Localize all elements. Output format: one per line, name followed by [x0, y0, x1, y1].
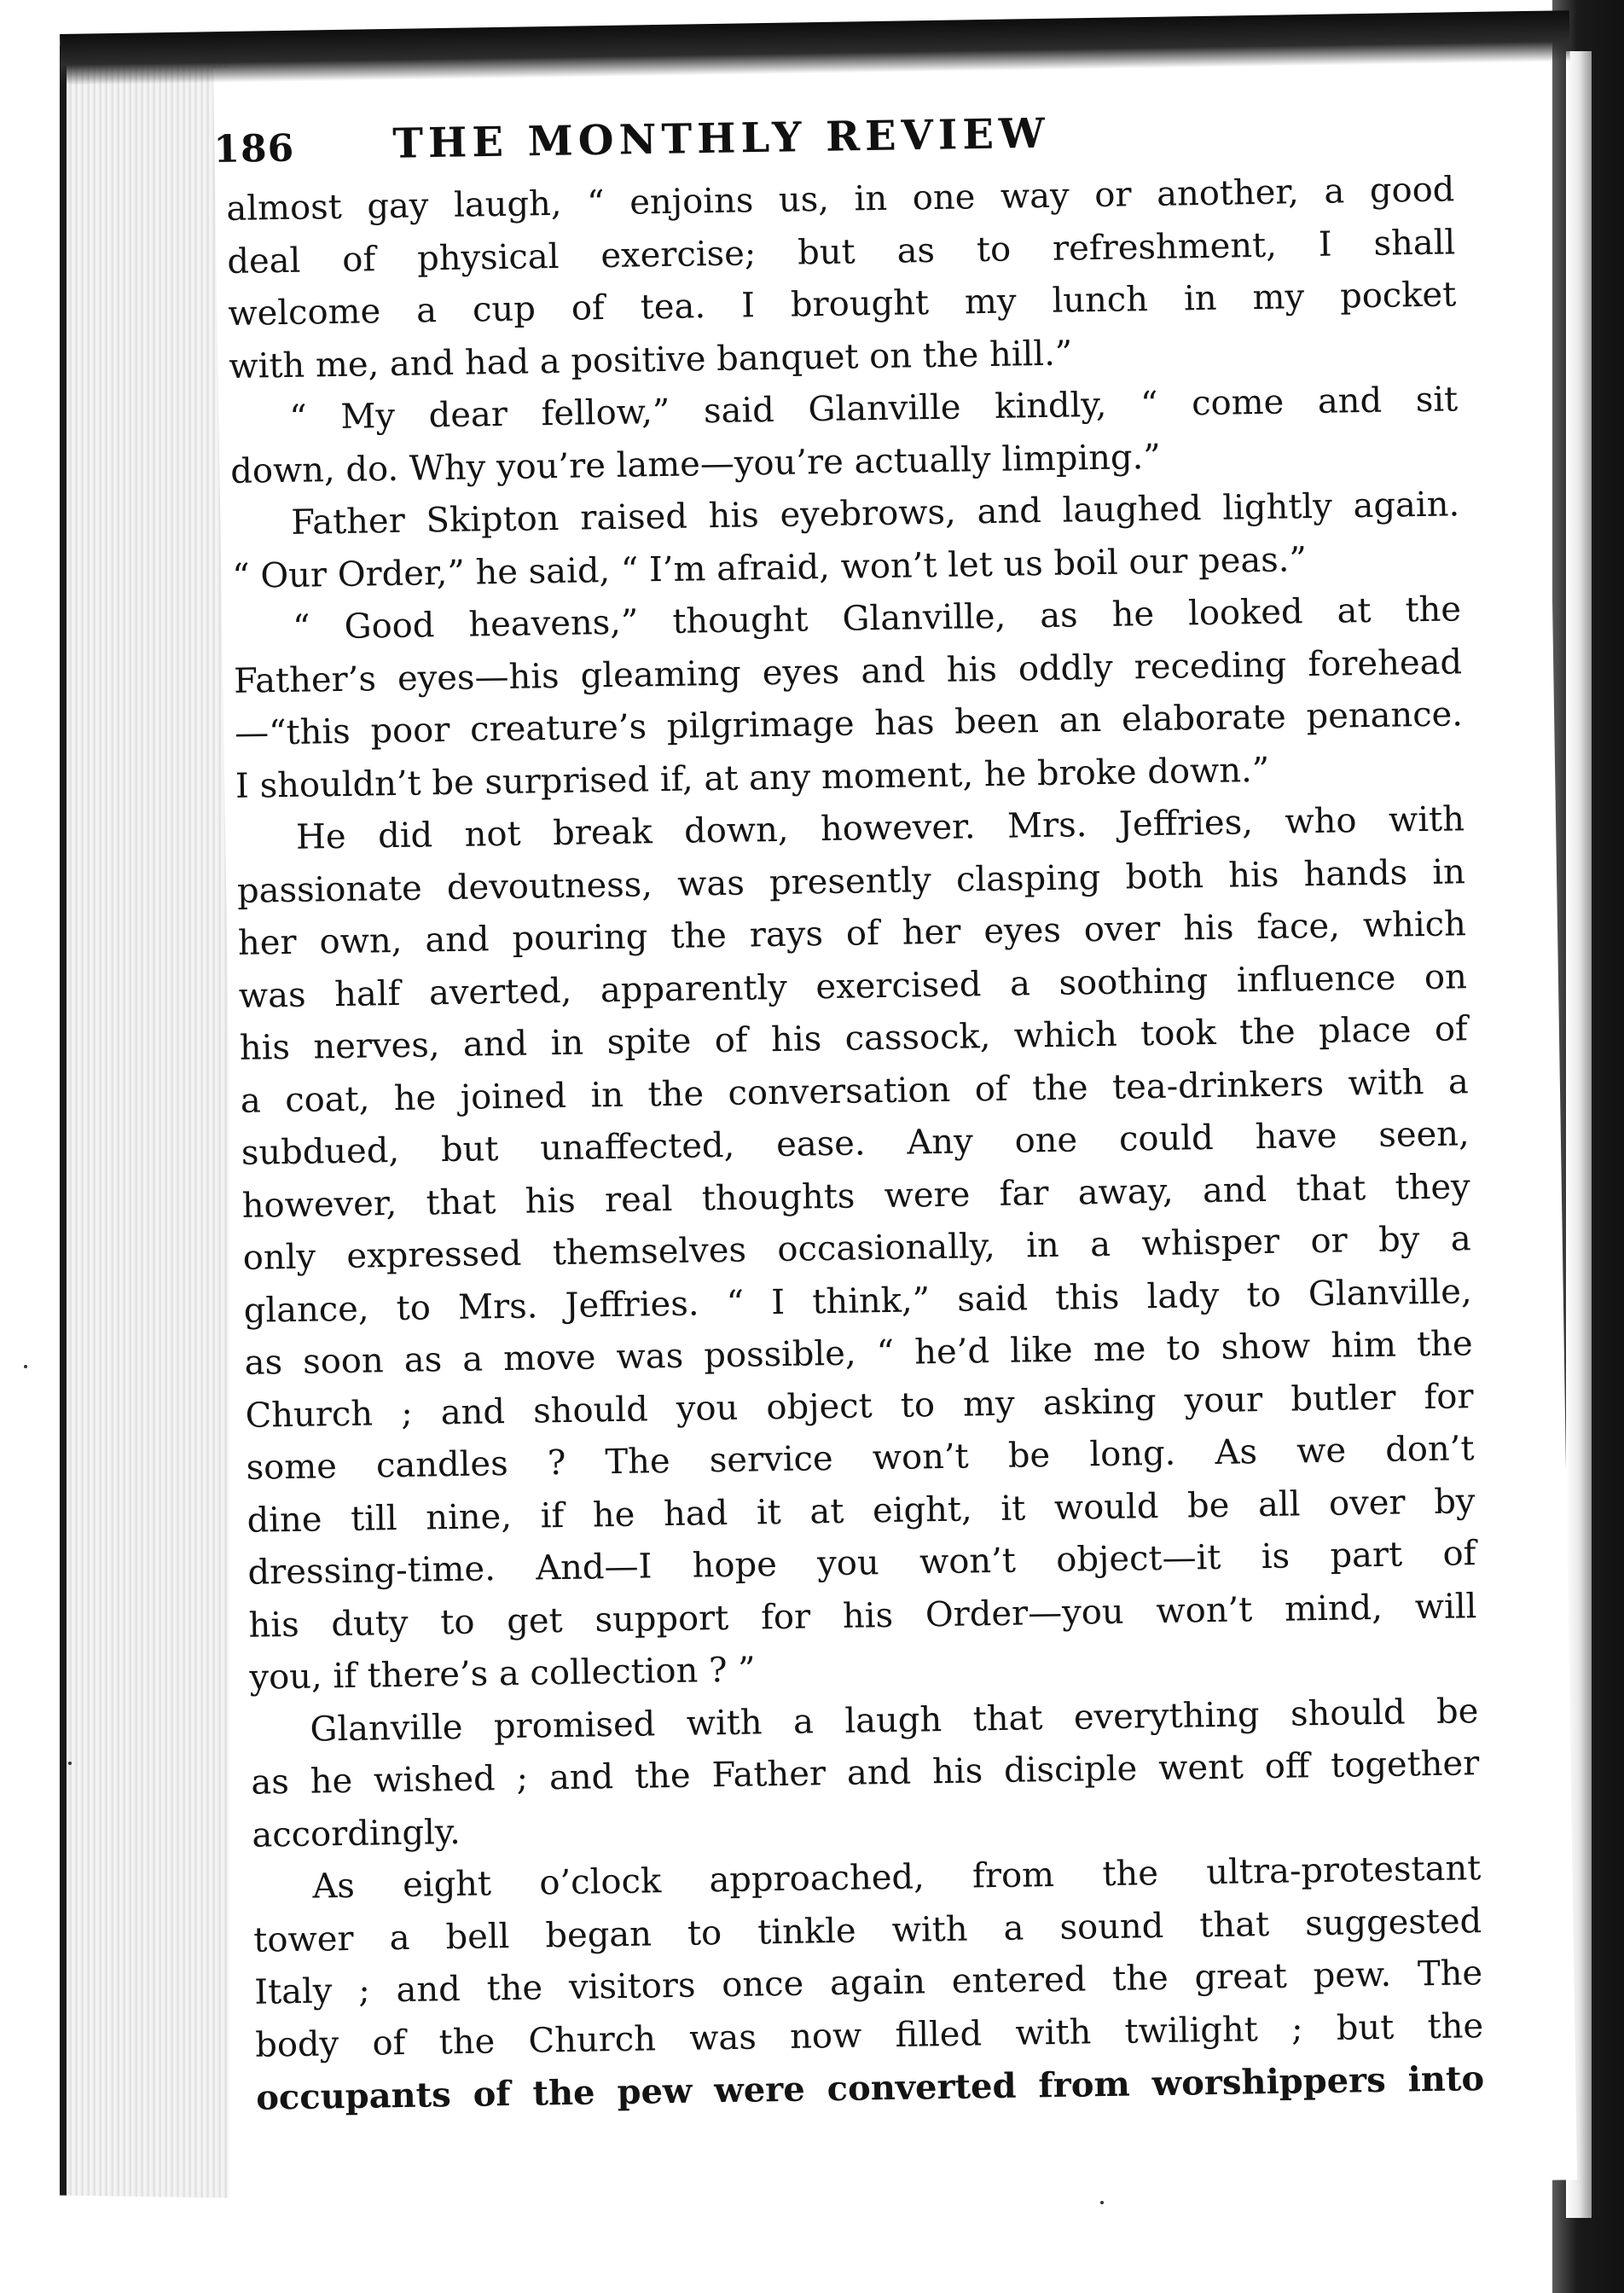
- speck-mark: [68, 1762, 72, 1765]
- text-line: “ Good heavens,” thought Glanville, as he looked at the: [292, 589, 1462, 647]
- text-line: with me, and had a positive banquet on the hill.”: [229, 333, 1073, 386]
- text-line: you, if there’s a collection ? ”: [249, 1650, 756, 1698]
- speck-mark: [24, 1365, 27, 1368]
- text-line: dressing-time. And—I hope you won’t object—it is part of: [247, 1534, 1476, 1593]
- running-head: THE MONTHLY REVIEW: [392, 109, 1051, 168]
- text-line: almost gay laugh, “ enjoins us, in one way or another, a good: [226, 170, 1455, 229]
- text-line: only expressed themselves occasionally, in a whisper or by a: [242, 1219, 1471, 1278]
- text-line: As eight o’clock approached, from the ultra-protestant: [312, 1849, 1482, 1907]
- text-line: Father Skipton raised his eyebrows, and laughed lightly again.: [290, 485, 1460, 543]
- text-line: welcome a cup of tea. I brought my lunch in my pocket: [228, 275, 1457, 334]
- text-line: Church ; and should you object to my asking your butler for: [245, 1376, 1474, 1436]
- text-line: her own, and pouring the rays of her eyes over his face, which: [237, 904, 1467, 963]
- text-line: was half averted, apparently exercised a soothing influence on: [238, 956, 1468, 1016]
- text-line: as soon as a move was possible, “ he’d like me to show him the: [244, 1324, 1473, 1383]
- text-line: glance, to Mrs. Jeffries. “ I think,” said this lady to Glanville,: [243, 1271, 1472, 1331]
- text-line: tower a bell began to tinkle with a sound that suggested: [252, 1901, 1482, 1960]
- text-line: Glanville promised with a laugh that everything should be: [310, 1691, 1479, 1750]
- text-line: down, do. Why you’re lame—you’re actually limping.”: [229, 437, 1162, 491]
- text-line: “ My dear fellow,” said Glanville kindly, “ come and sit: [288, 380, 1459, 438]
- text-line: —“this poor creature’s pilgrimage has been an elaborate penance.: [234, 694, 1464, 753]
- text-line: however, that his real thoughts were far away, and that they: [241, 1166, 1471, 1226]
- body-text: [226, 164, 1485, 2124]
- text-line: I shouldn’t be surprised if, at any moment, he broke down.”: [235, 750, 1270, 806]
- text-line: occupants of the pew were converted from worshippers into: [255, 2058, 1485, 2118]
- text-line: “ Our Order,” he said, “ I’m afraid, won’t let us boil our peas.”: [231, 539, 1308, 596]
- text-line: as he wished ; and the Father and his disciple went off together: [251, 1744, 1480, 1802]
- text-line: accordingly.: [252, 1812, 461, 1855]
- speck-mark: [1100, 2201, 1104, 2204]
- text-line: his nerves, and in spite of his cassock, which took the place of: [239, 1009, 1469, 1068]
- text-line: dine till nine, if he had it at eight, it would be all over by: [246, 1481, 1476, 1541]
- text-line: his duty to get support for his Order—you won’t mind, will: [248, 1586, 1477, 1646]
- page-edges: [60, 45, 229, 2197]
- text-line: some candles ? The service won’t be long. As we don’t: [246, 1429, 1475, 1488]
- text-line: He did not break down, however. Mrs. Jeffries, who with: [295, 799, 1465, 857]
- text-line: deal of physical exercise; but as to refreshment, I shall: [227, 222, 1456, 282]
- text-line: body of the Church was now filled with twilight ; but the: [254, 2006, 1484, 2065]
- text-line: Father’s eyes—his gleaming eyes and his oddly receding forehead: [233, 641, 1463, 701]
- text-line: a coat, he joined in the conversation of the tea-drinkers with a: [240, 1061, 1470, 1121]
- text-line: Italy ; and the visitors once again entered the great pew. The: [253, 1953, 1483, 2012]
- text-line: passionate devoutness, was presently clasping both his hands in: [236, 851, 1466, 911]
- page-number: 186: [213, 126, 295, 171]
- text-line: subdued, but unaffected, ease. Any one could have seen,: [241, 1114, 1470, 1173]
